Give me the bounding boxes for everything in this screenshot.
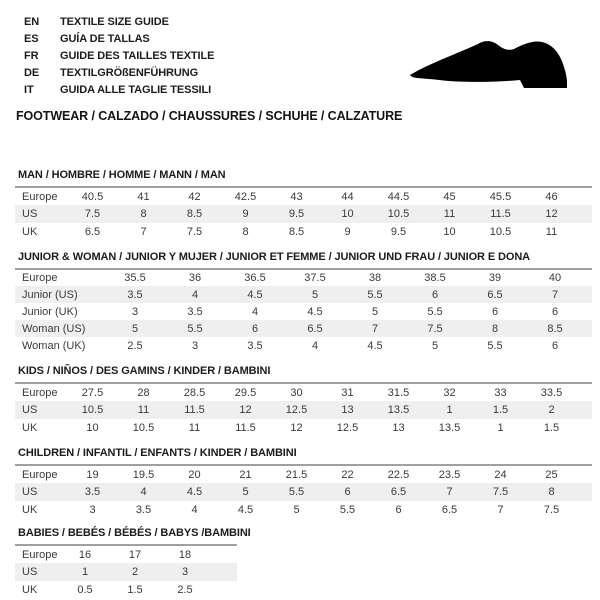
size-cell: 4: [191, 288, 199, 301]
size-cell: 22.5: [387, 468, 410, 481]
size-cell: 10.5: [489, 226, 512, 238]
size-cell: 3.5: [135, 504, 152, 516]
size-cell: 21.5: [285, 468, 308, 481]
size-cell: 12.5: [285, 404, 308, 416]
size-table: [15, 268, 592, 354]
size-sections: [15, 170, 592, 599]
size-cell: 5.5: [187, 322, 203, 335]
row-label: UK: [22, 422, 38, 434]
size-cell: 4.5: [247, 288, 263, 301]
size-row: [15, 187, 592, 205]
size-cell: 11.5: [184, 404, 205, 416]
size-cell: 36: [188, 272, 202, 284]
size-cell: 3.5: [84, 486, 101, 498]
size-cell: 45.5: [489, 190, 512, 203]
size-cell: 5.5: [487, 339, 503, 352]
size-cell: 0.5: [77, 584, 93, 596]
size-cell: 7.5: [543, 504, 560, 516]
size-row: [15, 501, 592, 519]
filler-cell: [585, 337, 592, 354]
size-cell: 42: [188, 190, 201, 203]
size-cell: 8: [242, 226, 249, 238]
size-cell: 43: [290, 190, 303, 203]
section-title: JUNIOR & WOMAN / JUNIOR Y MUJER / JUNIOR ET FEMME / JUNIOR UND FRAU / JUNIOR E DONA: [18, 251, 531, 263]
size-cell: 11.5: [235, 422, 256, 434]
category-title: FOOTWEAR / CALZADO / CHAUSSURES / SCHUHE / CALZATURE: [16, 109, 403, 123]
size-cell: 4.5: [307, 305, 323, 318]
size-cell: 1: [497, 422, 504, 434]
size-cell: 9: [242, 208, 249, 220]
filler-cell: [585, 286, 592, 303]
size-cell: 11: [545, 226, 558, 238]
size-cell: 10: [86, 422, 99, 434]
size-cell: 12: [545, 208, 558, 220]
size-cell: 23.5: [438, 468, 461, 481]
size-cell: 6.5: [487, 288, 503, 301]
size-cell: 10.5: [387, 208, 410, 220]
size-cell: 12: [239, 404, 252, 416]
filler-cell: [577, 223, 592, 241]
size-cell: 18: [178, 548, 192, 561]
size-cell: 21: [239, 468, 252, 481]
size-cell: 4.5: [367, 339, 383, 352]
size-cell: 1: [81, 566, 89, 578]
size-row: [15, 303, 592, 320]
row-label: Europe: [22, 386, 58, 399]
row-label: Junior (UK): [22, 305, 78, 318]
section-title: MAN / HOMBRE / HOMME / MANN / MAN: [18, 169, 226, 181]
section-title: KIDS / NIÑOS / DES GAMINS / KINDER / BAMBINI: [18, 365, 271, 377]
row-label: Junior (US): [22, 288, 78, 301]
size-cell: 33.5: [540, 386, 563, 399]
language-label: GUIDA ALLE TAGLIE TESSILI: [60, 83, 212, 96]
filler-cell: [210, 545, 237, 563]
size-section: [15, 252, 592, 354]
size-cell: 4: [311, 339, 319, 352]
size-cell: 7.5: [492, 486, 509, 498]
size-cell: 5.5: [427, 305, 443, 318]
size-cell: 2.5: [127, 339, 143, 352]
filler-cell: [585, 303, 592, 320]
row-label: UK: [22, 504, 38, 516]
size-cell: 1.5: [492, 404, 509, 416]
size-cell: 8: [548, 486, 555, 498]
size-cell: 44: [341, 190, 354, 203]
language-label: TEXTILGRÖßENFÜHRUNG: [60, 66, 199, 79]
row-label: US: [22, 404, 38, 416]
size-row: [15, 483, 592, 501]
size-cell: 3: [181, 566, 189, 578]
language-code: FR: [24, 49, 39, 62]
size-cell: 7: [551, 288, 559, 301]
size-cell: 5.5: [367, 288, 383, 301]
size-cell: 3: [191, 339, 199, 352]
size-cell: 7: [497, 504, 504, 516]
size-cell: 4: [191, 504, 198, 516]
size-cell: 6: [491, 305, 499, 318]
filler-cell: [210, 563, 237, 581]
size-cell: 6: [551, 305, 559, 318]
size-section: [15, 448, 592, 519]
size-row: [15, 383, 592, 401]
size-cell: 27.5: [81, 386, 104, 399]
size-row: [15, 286, 592, 303]
size-cell: 8.5: [186, 208, 203, 220]
filler-cell: [577, 419, 592, 437]
size-cell: 2: [548, 404, 555, 416]
size-cell: 13: [392, 422, 405, 434]
size-cell: 5: [242, 486, 249, 498]
filler-cell: [577, 205, 592, 223]
row-label: Woman (UK): [22, 339, 86, 352]
size-section: [15, 170, 592, 241]
size-row: [15, 419, 592, 437]
size-cell: 40: [548, 272, 562, 284]
size-section: [15, 366, 592, 437]
size-cell: 6: [251, 322, 259, 335]
size-table: [15, 544, 237, 599]
row-label: Europe: [22, 468, 58, 481]
size-cell: 8: [491, 322, 499, 335]
language-code: ES: [24, 32, 39, 45]
size-row: [15, 337, 592, 354]
section-title: BABIES / BEBÉS / BÉBÉS / BABYS /BAMBINI: [18, 527, 251, 539]
size-cell: 5: [293, 504, 300, 516]
size-cell: 2: [131, 566, 139, 578]
size-cell: 7: [446, 486, 453, 498]
size-table: [15, 464, 592, 519]
size-row: [15, 269, 592, 286]
size-cell: 6: [344, 486, 351, 498]
size-cell: 3.5: [127, 288, 143, 301]
row-label: UK: [22, 584, 38, 596]
row-label: Europe: [22, 190, 58, 203]
language-label: GUÍA DE TALLAS: [60, 32, 150, 45]
filler-cell: [210, 581, 237, 599]
size-cell: 42.5: [234, 190, 257, 203]
size-cell: 11.5: [490, 208, 511, 220]
language-code: IT: [24, 83, 34, 96]
size-cell: 3: [131, 305, 139, 318]
filler-cell: [577, 465, 592, 483]
language-row: [24, 13, 600, 30]
size-cell: 5.5: [288, 486, 305, 498]
size-cell: 8.5: [288, 226, 305, 238]
row-label: Europe: [22, 272, 58, 284]
size-cell: 1.5: [127, 584, 143, 596]
filler-cell: [585, 269, 592, 286]
size-cell: 40.5: [81, 190, 104, 203]
size-cell: 32: [443, 386, 456, 399]
size-cell: 7.5: [427, 322, 443, 335]
size-cell: 4.5: [186, 486, 203, 498]
size-cell: 6: [431, 288, 439, 301]
size-cell: 10.5: [132, 422, 155, 434]
section-title: CHILDREN / INFANTIL / ENFANTS / KINDER / BAMBINI: [18, 447, 297, 459]
size-cell: 6.5: [441, 504, 458, 516]
size-cell: 8: [140, 208, 147, 220]
size-cell: 13.5: [438, 422, 461, 434]
size-cell: 3.5: [247, 339, 263, 352]
size-cell: 7.5: [84, 208, 101, 220]
size-cell: 35.5: [124, 272, 146, 284]
size-cell: 11: [137, 404, 150, 416]
size-cell: 13.5: [387, 404, 410, 416]
size-table: [15, 382, 592, 437]
size-cell: 10: [341, 208, 354, 220]
size-cell: 4.5: [237, 504, 254, 516]
size-cell: 6.5: [307, 322, 323, 335]
size-row: [15, 205, 592, 223]
row-label: US: [22, 208, 38, 220]
size-row: [15, 465, 592, 483]
size-cell: 2.5: [177, 584, 193, 596]
size-row: [15, 563, 237, 581]
size-cell: 10: [443, 226, 456, 238]
size-cell: 31: [341, 386, 354, 399]
size-cell: 10.5: [81, 404, 104, 416]
language-code: DE: [24, 66, 40, 79]
size-cell: 45: [443, 190, 456, 203]
row-label: Woman (US): [22, 322, 86, 335]
size-cell: 46: [545, 190, 558, 203]
filler-cell: [577, 501, 592, 519]
language-label: GUIDE DES TAILLES TEXTILE: [60, 49, 215, 62]
size-cell: 1.5: [543, 422, 560, 434]
size-cell: 31.5: [387, 386, 410, 399]
filler-cell: [577, 483, 592, 501]
size-section: [15, 528, 592, 599]
size-row: [15, 401, 592, 419]
size-cell: 6: [395, 504, 402, 516]
size-cell: 7.5: [186, 226, 203, 238]
size-table: [15, 186, 592, 241]
row-label: Europe: [22, 548, 58, 561]
language-code: EN: [24, 15, 40, 28]
size-cell: 3: [89, 504, 96, 516]
size-cell: 1: [446, 404, 453, 416]
size-cell: 9.5: [288, 208, 305, 220]
size-cell: 7: [371, 322, 379, 335]
size-cell: 12: [290, 422, 303, 434]
filler-cell: [577, 383, 592, 401]
size-cell: 11: [188, 422, 201, 434]
size-cell: 5: [371, 305, 379, 318]
filler-cell: [577, 401, 592, 419]
size-cell: 38.5: [424, 272, 446, 284]
size-cell: 9: [344, 226, 351, 238]
size-cell: 20: [188, 468, 201, 481]
size-cell: 5: [431, 339, 439, 352]
size-cell: 9.5: [390, 226, 407, 238]
size-cell: 17: [128, 548, 142, 561]
size-row: [15, 545, 237, 563]
row-label: UK: [22, 226, 38, 238]
size-cell: 6.5: [84, 226, 101, 238]
size-cell: 30: [290, 386, 303, 399]
filler-cell: [585, 320, 592, 337]
dress-shoe-icon: [404, 30, 574, 96]
size-cell: 41: [137, 190, 150, 203]
size-cell: 22: [341, 468, 354, 481]
size-cell: 39: [488, 272, 502, 284]
size-row: [15, 320, 592, 337]
size-cell: 33: [494, 386, 507, 399]
size-cell: 5.5: [339, 504, 356, 516]
size-cell: 5: [131, 322, 139, 335]
size-cell: 19: [86, 468, 99, 481]
size-cell: 25: [545, 468, 558, 481]
size-cell: 6: [551, 339, 559, 352]
size-cell: 5: [311, 288, 319, 301]
size-cell: 6.5: [390, 486, 407, 498]
row-label: US: [22, 486, 38, 498]
size-cell: 19.5: [132, 468, 155, 481]
size-cell: 16: [78, 548, 92, 561]
size-cell: 12.5: [336, 422, 359, 434]
size-cell: 28.5: [183, 386, 206, 399]
size-cell: 4: [140, 486, 147, 498]
row-label: US: [22, 566, 38, 578]
size-cell: 13: [341, 404, 354, 416]
size-cell: 44.5: [387, 190, 410, 203]
size-cell: 29.5: [234, 386, 257, 399]
size-row: [15, 581, 237, 599]
size-cell: 8.5: [547, 322, 563, 335]
size-cell: 28: [137, 386, 150, 399]
size-cell: 3.5: [187, 305, 203, 318]
size-cell: 11: [443, 208, 456, 220]
size-row: [15, 223, 592, 241]
size-cell: 4: [251, 305, 259, 318]
size-cell: 7: [140, 226, 147, 238]
size-cell: 37.5: [304, 272, 326, 284]
size-cell: 36.5: [244, 272, 266, 284]
language-label: TEXTILE SIZE GUIDE: [60, 15, 169, 28]
size-cell: 38: [368, 272, 382, 284]
size-cell: 24: [494, 468, 507, 481]
filler-cell: [577, 187, 592, 205]
